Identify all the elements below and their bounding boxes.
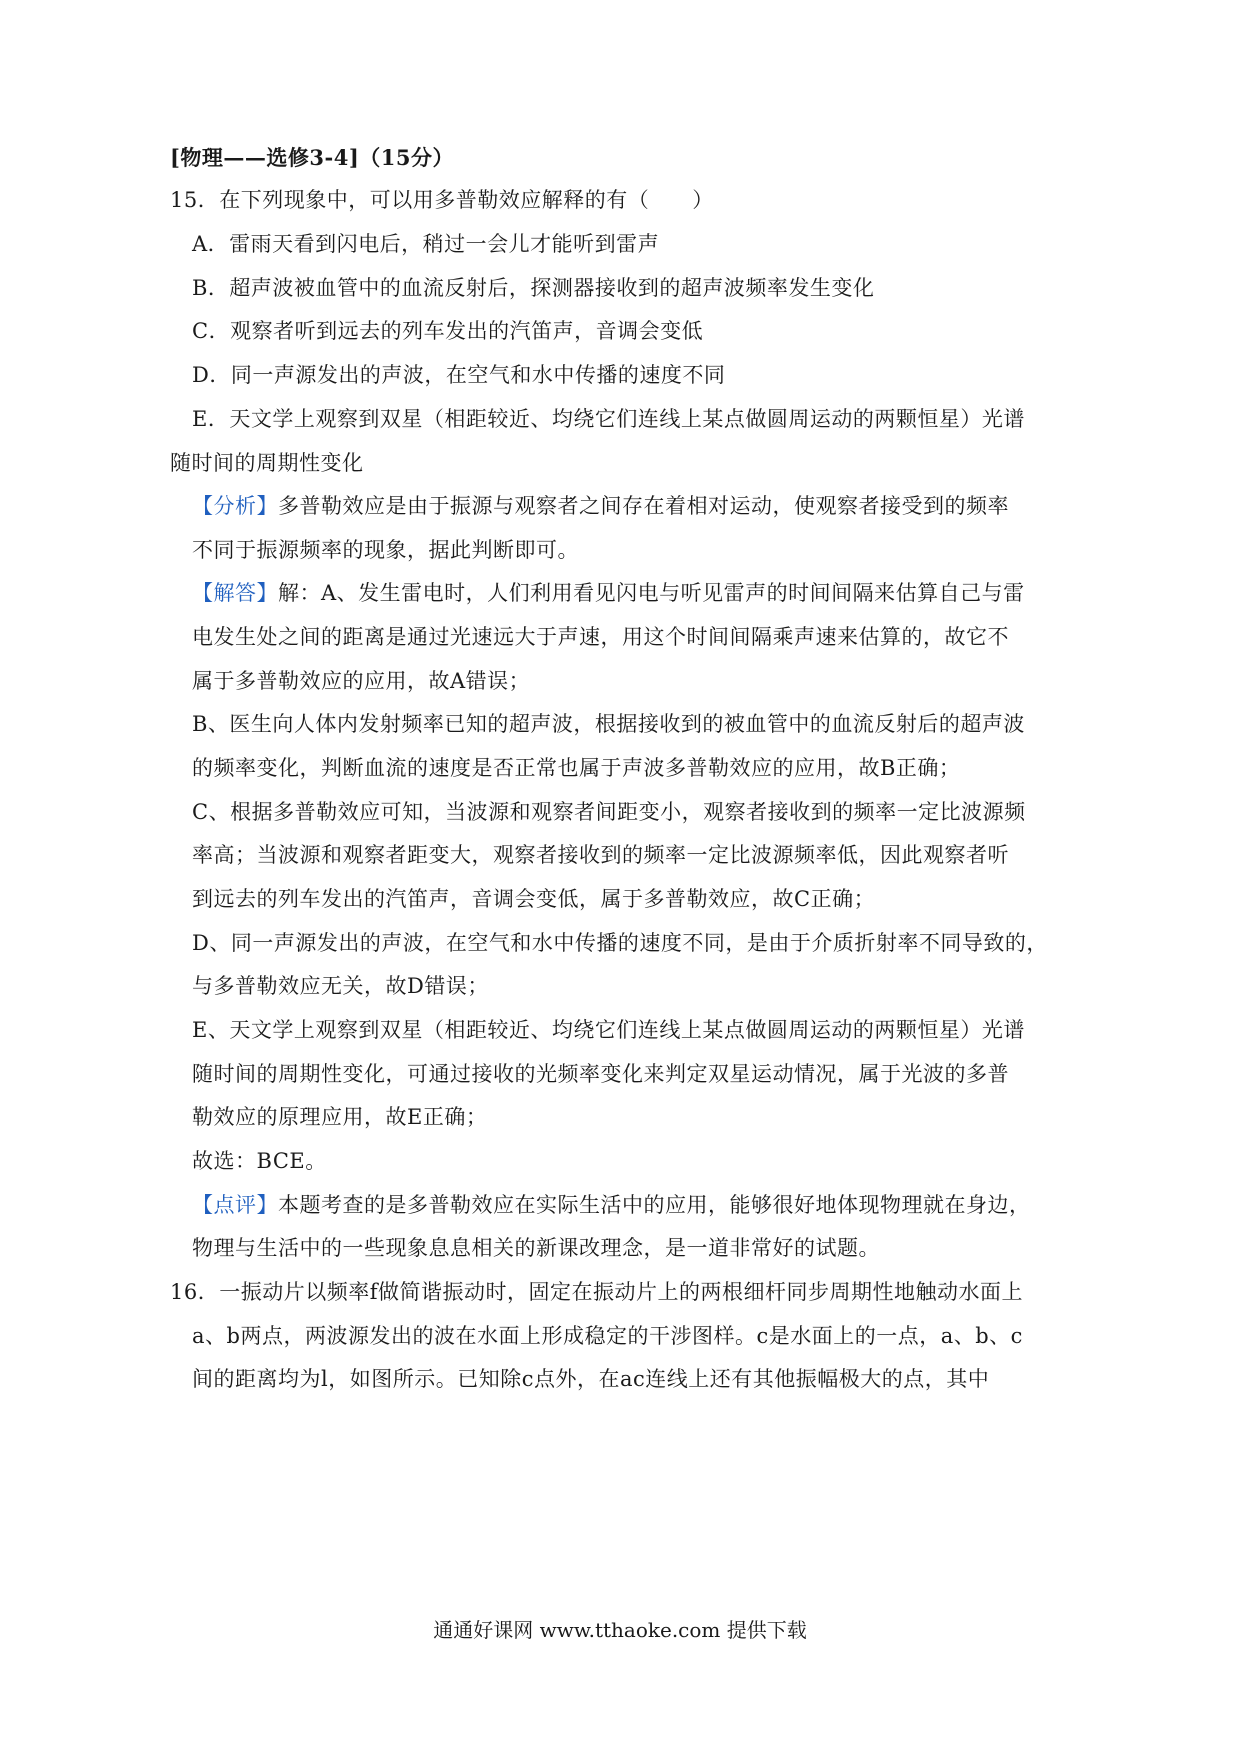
analysis-line2: 不同于振源频率的现象，据此判断即可。 bbox=[192, 538, 579, 562]
answer-choice: 故选：BCE。 bbox=[192, 1149, 327, 1173]
comment-text: 本题考查的是多普勒效应在实际生活中的应用，能够很好地体现物理就在身边， bbox=[278, 1193, 1031, 1217]
answer-d-line1: D、同一声源发出的声波，在空气和水中传播的速度不同，是由于介质折射率不同导致的， bbox=[192, 931, 1048, 955]
answer-b-line1: B、医生向人体内发射频率已知的超声波，根据接收到的被血管中的血流反射后的超声波 bbox=[192, 712, 1025, 736]
question-16-line2: a、b两点，两波源发出的波在水面上形成稳定的干涉图样。c是水面上的一点，a、b、c bbox=[192, 1324, 1023, 1348]
answer-c-line1: C、根据多普勒效应可知，当波源和观察者间距变小，观察者接收到的频率一定比波源频 bbox=[192, 800, 1026, 824]
option-e-line1: E．天文学上观察到双星（相距较近、均绕它们连线上某点做圆周运动的两颗恒星）光谱 bbox=[192, 407, 1025, 431]
comment-line2: 物理与生活中的一些现象息息相关的新课改理念，是一道非常好的试题。 bbox=[192, 1236, 880, 1260]
option-e-line2: 随时间的周期性变化 bbox=[170, 451, 364, 475]
answer-line3: 属于多普勒效应的应用，故A错误； bbox=[192, 669, 531, 693]
question-16-line1: 16．一振动片以频率f做简谐振动时，固定在振动片上的两根细杆同步周期性地触动水面上 bbox=[170, 1280, 1023, 1304]
answer-c-line3: 到远去的列车发出的汽笛声，音调会变低，属于多普勒效应，故C正确； bbox=[192, 887, 876, 911]
comment-line1 bbox=[192, 1190, 1031, 1220]
analysis-text: 多普勒效应是由于振源与观察者之间存在着相对运动，使观察者接受到的频率 bbox=[278, 494, 1009, 518]
option-a: A．雷雨天看到闪电后，稍过一会儿才能听到雷声 bbox=[192, 232, 660, 256]
answer-e-line3: 勒效应的原理应用，故E正确； bbox=[192, 1105, 488, 1129]
comment-tag: 【点评】 bbox=[192, 1193, 278, 1217]
option-c: C．观察者听到远去的列车发出的汽笛声，音调会变低 bbox=[192, 319, 704, 343]
option-b: B．超声波被血管中的血流反射后，探测器接收到的超声波频率发生变化 bbox=[192, 276, 875, 300]
answer-text: 解：A、发生雷电时，人们利用看见闪电与听见雷声的时间间隔来估算自己与雷 bbox=[278, 581, 1025, 605]
answer-d-line2: 与多普勒效应无关，故D错误； bbox=[192, 974, 489, 998]
analysis-line1 bbox=[192, 491, 1009, 521]
answer-line2: 电发生处之间的距离是通过光速远大于声速，用这个时间间隔乘声速来估算的，故它不 bbox=[192, 625, 1009, 649]
answer-b-line2: 的频率变化，判断血流的速度是否正常也属于声波多普勒效应的应用，故B正确； bbox=[192, 756, 961, 780]
page-footer: 通通好课网 www.tthaoke.com 提供下载 bbox=[433, 1618, 807, 1642]
answer-tag: 【解答】 bbox=[192, 581, 278, 605]
analysis-tag: 【分析】 bbox=[192, 494, 278, 518]
section-title: [物理——选修3-4]（15分） bbox=[170, 145, 455, 170]
answer-e-line1: E、天文学上观察到双星（相距较近、均绕它们连线上某点做圆周运动的两颗恒星）光谱 bbox=[192, 1018, 1025, 1042]
question-16-line3: 间的距离均为l，如图所示。已知除c点外，在ac连线上还有其他振幅极大的点，其中 bbox=[192, 1367, 990, 1391]
answer-e-line2: 随时间的周期性变化，可通过接收的光频率变化来判定双星运动情况，属于光波的多普 bbox=[192, 1062, 1009, 1086]
answer-line1 bbox=[192, 578, 1025, 608]
question-15-stem: 15．在下列现象中，可以用多普勒效应解释的有（ ） bbox=[170, 188, 714, 212]
option-d: D．同一声源发出的声波，在空气和水中传播的速度不同 bbox=[192, 363, 726, 387]
answer-c-line2: 率高；当波源和观察者距变大，观察者接收到的频率一定比波源频率低，因此观察者听 bbox=[192, 843, 1009, 867]
